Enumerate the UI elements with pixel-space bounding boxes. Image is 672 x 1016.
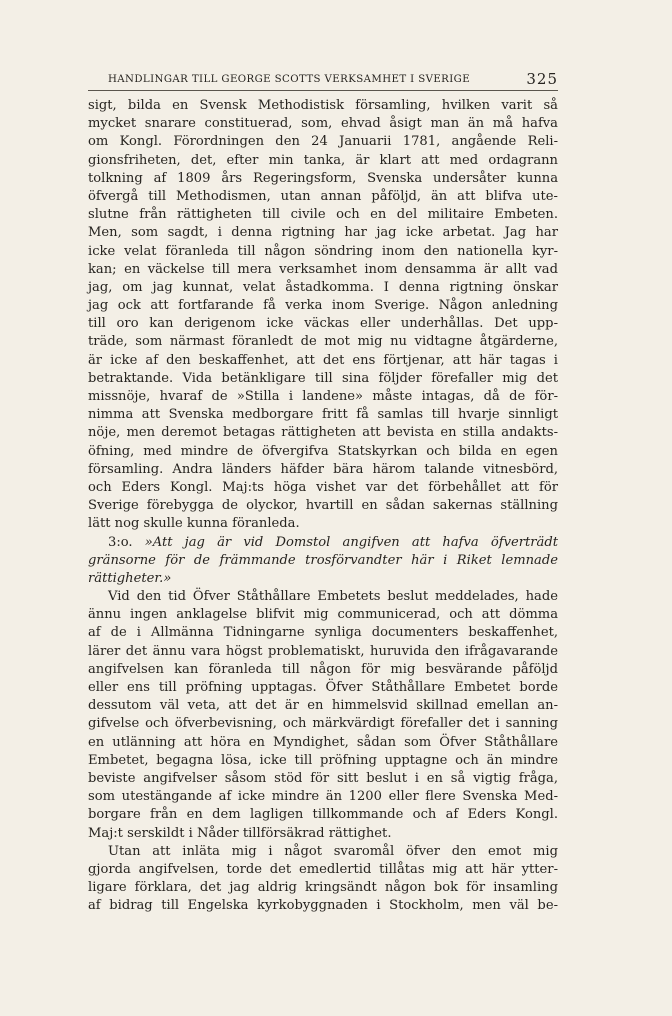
text-line: ligare förklara, det jag aldrig kringsändt någon bok för insamling <box>88 880 558 896</box>
text-line: träde, som närmast föranledt de mot mig nu vidtagne åtgärderne, <box>88 334 558 350</box>
text-line: Embetet, begagna lösa, icke till pröfning upptagne och än mindre <box>88 752 558 768</box>
text-line: af de i Allmänna Tidningarne synliga documenters beskaffenhet, <box>88 625 558 641</box>
text-line: församling. Andra länders häfder bära härom talande vitnesbörd, <box>88 461 558 477</box>
text-line: om Kongl. Förordningen den 24 Januarii 1781, angående Reli- <box>88 134 558 150</box>
section-title: »Att jag är vid Domstol angifven att hafva öfverträdt <box>144 534 558 550</box>
text-line: angifvelsen kan föranleda till någon för mig besvärande påföljd <box>88 661 558 677</box>
text-line: kan; en väckelse till mera verksamhet inom densamma är allt vad <box>88 261 558 277</box>
text-line: och Eders Kongl. Maj:ts höga vishet var det förbehållet att för <box>88 479 558 495</box>
text-line: slutne från rättigheten till civile och en del militaire Embeten. <box>88 207 558 223</box>
text-line: Maj:t serskildt i Nåder tillförsäkrad rättighet. <box>88 825 392 841</box>
text-line: Men, som sagdt, i denna rigtning har jag icke arbetat. Jag har <box>88 225 558 241</box>
text-line: dessutom väl veta, att det är en himmelsvid skillnad emellan an- <box>88 698 558 714</box>
text-line: tolkning af 1809 års Regeringsform, Svenska undersåter kunna <box>88 170 558 186</box>
text-line: nimma att Svenska medborgare fritt få samlas till hvarje sinnligt <box>88 407 558 423</box>
section-heading-line: rättigheter.» <box>88 570 172 586</box>
text-line: jag ock att fortfarande få verka inom Sverige. Någon anledning <box>88 298 558 314</box>
text-line: Vid den tid Öfver Ståthållare Embetets beslut meddelades, hade <box>108 589 558 605</box>
text-line: lärer det ännu vara högst problematiskt, huruvida den ifrågavarande <box>88 643 558 659</box>
text-line: ännu ingen anklagelse blifvit mig communicerad, och att dömma <box>88 607 558 623</box>
text-line: gjorda angifvelsen, torde det emedlertid tillåtas mig att här ytter- <box>88 861 558 877</box>
page-header <box>88 72 558 91</box>
text-line: till oro kan derigenom icke väckas eller underhållas. Det upp- <box>88 316 558 332</box>
text-line: beviste angifvelser såsom stöd för sitt beslut i en så vigtig fråga, <box>88 770 558 786</box>
body-text <box>88 97 558 915</box>
text-line: öfvergå till Methodismen, utan annan påföljd, än att blifva ute- <box>88 188 558 204</box>
text-line: Utan att inläta mig i något svaromål öfver den emot mig <box>108 843 558 859</box>
section-heading-line <box>88 534 558 552</box>
text-line: mycket snarare constituerad, som, ehvad åsigt man än må hafva <box>88 116 558 132</box>
text-line: icke velat föranleda till någon söndring inom den nationella kyr- <box>88 243 558 259</box>
text-line: sigt, bilda en Svensk Methodistisk församling, hvilken varit så <box>88 98 558 113</box>
text-line: nöje, men deremot betagas rättigheten att bevista en stilla andakts- <box>88 425 558 441</box>
text-line: eller ens till pröfning upptagas. Öfver Ståthållare Embetet borde <box>88 680 558 695</box>
section-number: 3:o. <box>108 534 133 550</box>
running-head: HANDLINGAR TILL GEORGE SCOTTS VERKSAMHET I SVERIGE <box>108 74 471 85</box>
text-line: betraktande. Vida betänkligare till sina följder förefaller mig det <box>88 370 558 386</box>
text-line: gionsfriheten, det, efter min tanka, är klart att med ordagrann <box>88 152 558 168</box>
text-line: är icke af den beskaffenhet, att det ens förtjenar, att här tagas i <box>88 352 558 368</box>
text-line: jag, om jag kunnat, velat åstadkomma. I denna rigtning önskar <box>88 279 558 295</box>
text-line: borgare från en dem lagligen tillkommande och af Eders Kongl. <box>88 807 558 823</box>
book-page <box>88 72 558 915</box>
text-line: af bidrag till Engelska kyrkobyggnaden i Stockholm, men väl be- <box>88 898 558 914</box>
text-line: öfning, med mindre de öfvergifva Statskyrkan och bilda en egen <box>88 443 558 459</box>
text-line: missnöje, hvaraf de »Stilla i landene» måste intagas, då de för- <box>88 389 558 404</box>
text-line: gifvelse och öfverbevisning, och märkvärdigt förefaller det i sanning <box>88 716 558 732</box>
section-heading-line: gränsorne för de främmande trosförvandter här i Riket lemnade <box>88 552 558 568</box>
text-line: en utlänning att höra en Myndighet, sådan som Öfver Ståthållare <box>88 734 558 750</box>
text-line: lätt nog skulle kunna föranleda. <box>88 516 300 532</box>
text-line: Sverige förebygga de olyckor, hvartill en sådan sakernas ställning <box>88 498 558 514</box>
text-line: som utestängande af icke mindre än 1200 eller flere Svenska Med- <box>88 789 558 805</box>
page-number: 325 <box>526 70 558 88</box>
